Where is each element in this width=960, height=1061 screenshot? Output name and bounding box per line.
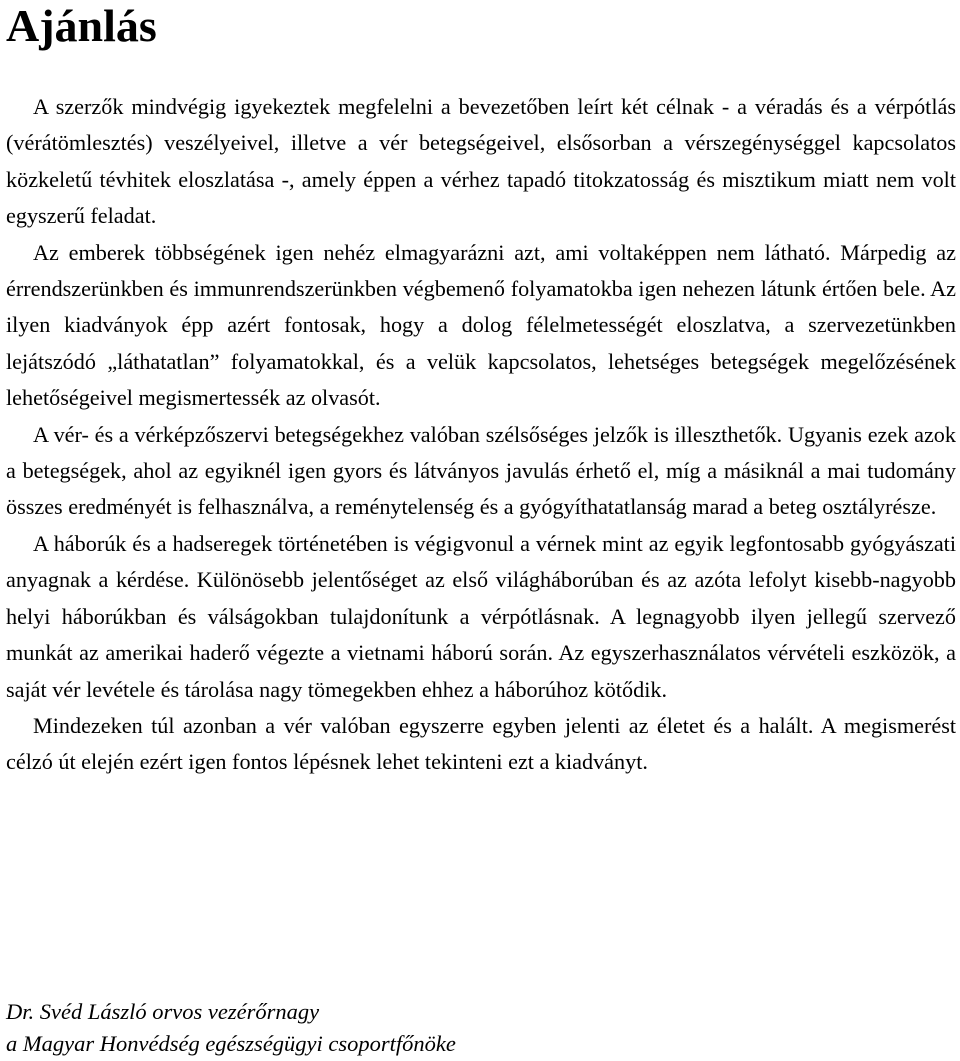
signature-block bbox=[6, 996, 456, 1060]
paragraph: Az emberek többségének igen nehéz elmagyarázni azt, ami voltaképpen nem látható. Márpedig az érrendszerünkben és immunrendszerünkben végbemenő folyamatokba igen nehezen látunk értően bele. Az ilyen kiadványok épp azért fontosak, hogy a dolog félelmetességét eloszlatva, a szervezetünkben lejátszódó „láthatatlan” folyamatokkal, és a velük kapcsolatos, lehetséges betegségek megelőzésének lehetőségeivel megismertessék az olvasót. bbox=[6, 239, 956, 411]
paragraph: A szerzők mindvégig igyekeztek megfelelni a bevezetőben leírt két célnak - a véradás és a vérpótlás (vérátömlesztés) veszélyeivel, illetve a vér betegségeivel, elsősorban a vérszegénységgel kapcsolatos közkeletű tévhitek eloszlatása -, amely éppen a vérhez tapadó titokzatosság és misztikum miatt nem volt egyszerű feladat. bbox=[6, 94, 956, 229]
page-title: Ajánlás bbox=[6, 0, 157, 51]
paragraph: Mindezeken túl azonban a vér valóban egyszerre egyben jelenti az életet és a halált. A megismerést célzó út elején ezért igen fontos lépésnek lehet tekinteni ezt a kiadványt. bbox=[6, 712, 956, 775]
paragraph: A vér- és a vérképzőszervi betegségekhez valóban szélsőséges jelzők is illeszthetők. Ugyanis ezek azok a betegségek, ahol az egyiknél igen gyors és látványos javulás érhető el, míg a másiknál a mai tudomány összes eredményét is felhasználva, a reménytelenség és a gyógyíthatatlanság marad a beteg osztályrésze. bbox=[6, 421, 956, 520]
signature-name: Dr. Svéd László orvos vezérőrnagy bbox=[6, 999, 320, 1024]
body-text bbox=[6, 89, 956, 781]
paragraph: A háborúk és a hadseregek történetében is végigvonul a vérnek mint az egyik legfontosabb gyógyászati anyagnak a kérdése. Különösebb jelentőséget az első világháborúban és az azóta lefolyt kisebb-nagyobb helyi háborúkban és válságokban tulajdonítunk a vérpótlásnak. A legnagyobb ilyen jellegű szervező munkát az amerikai haderő végezte a vietnami háború során. Az egyszerhasználatos vérvételi eszközök, a saját vér levétele és tárolása nagy tömegekben ehhez a háborúhoz kötődik. bbox=[6, 530, 956, 702]
signature-position: a Magyar Honvédség egészségügyi csoportfőnöke bbox=[6, 1031, 456, 1056]
